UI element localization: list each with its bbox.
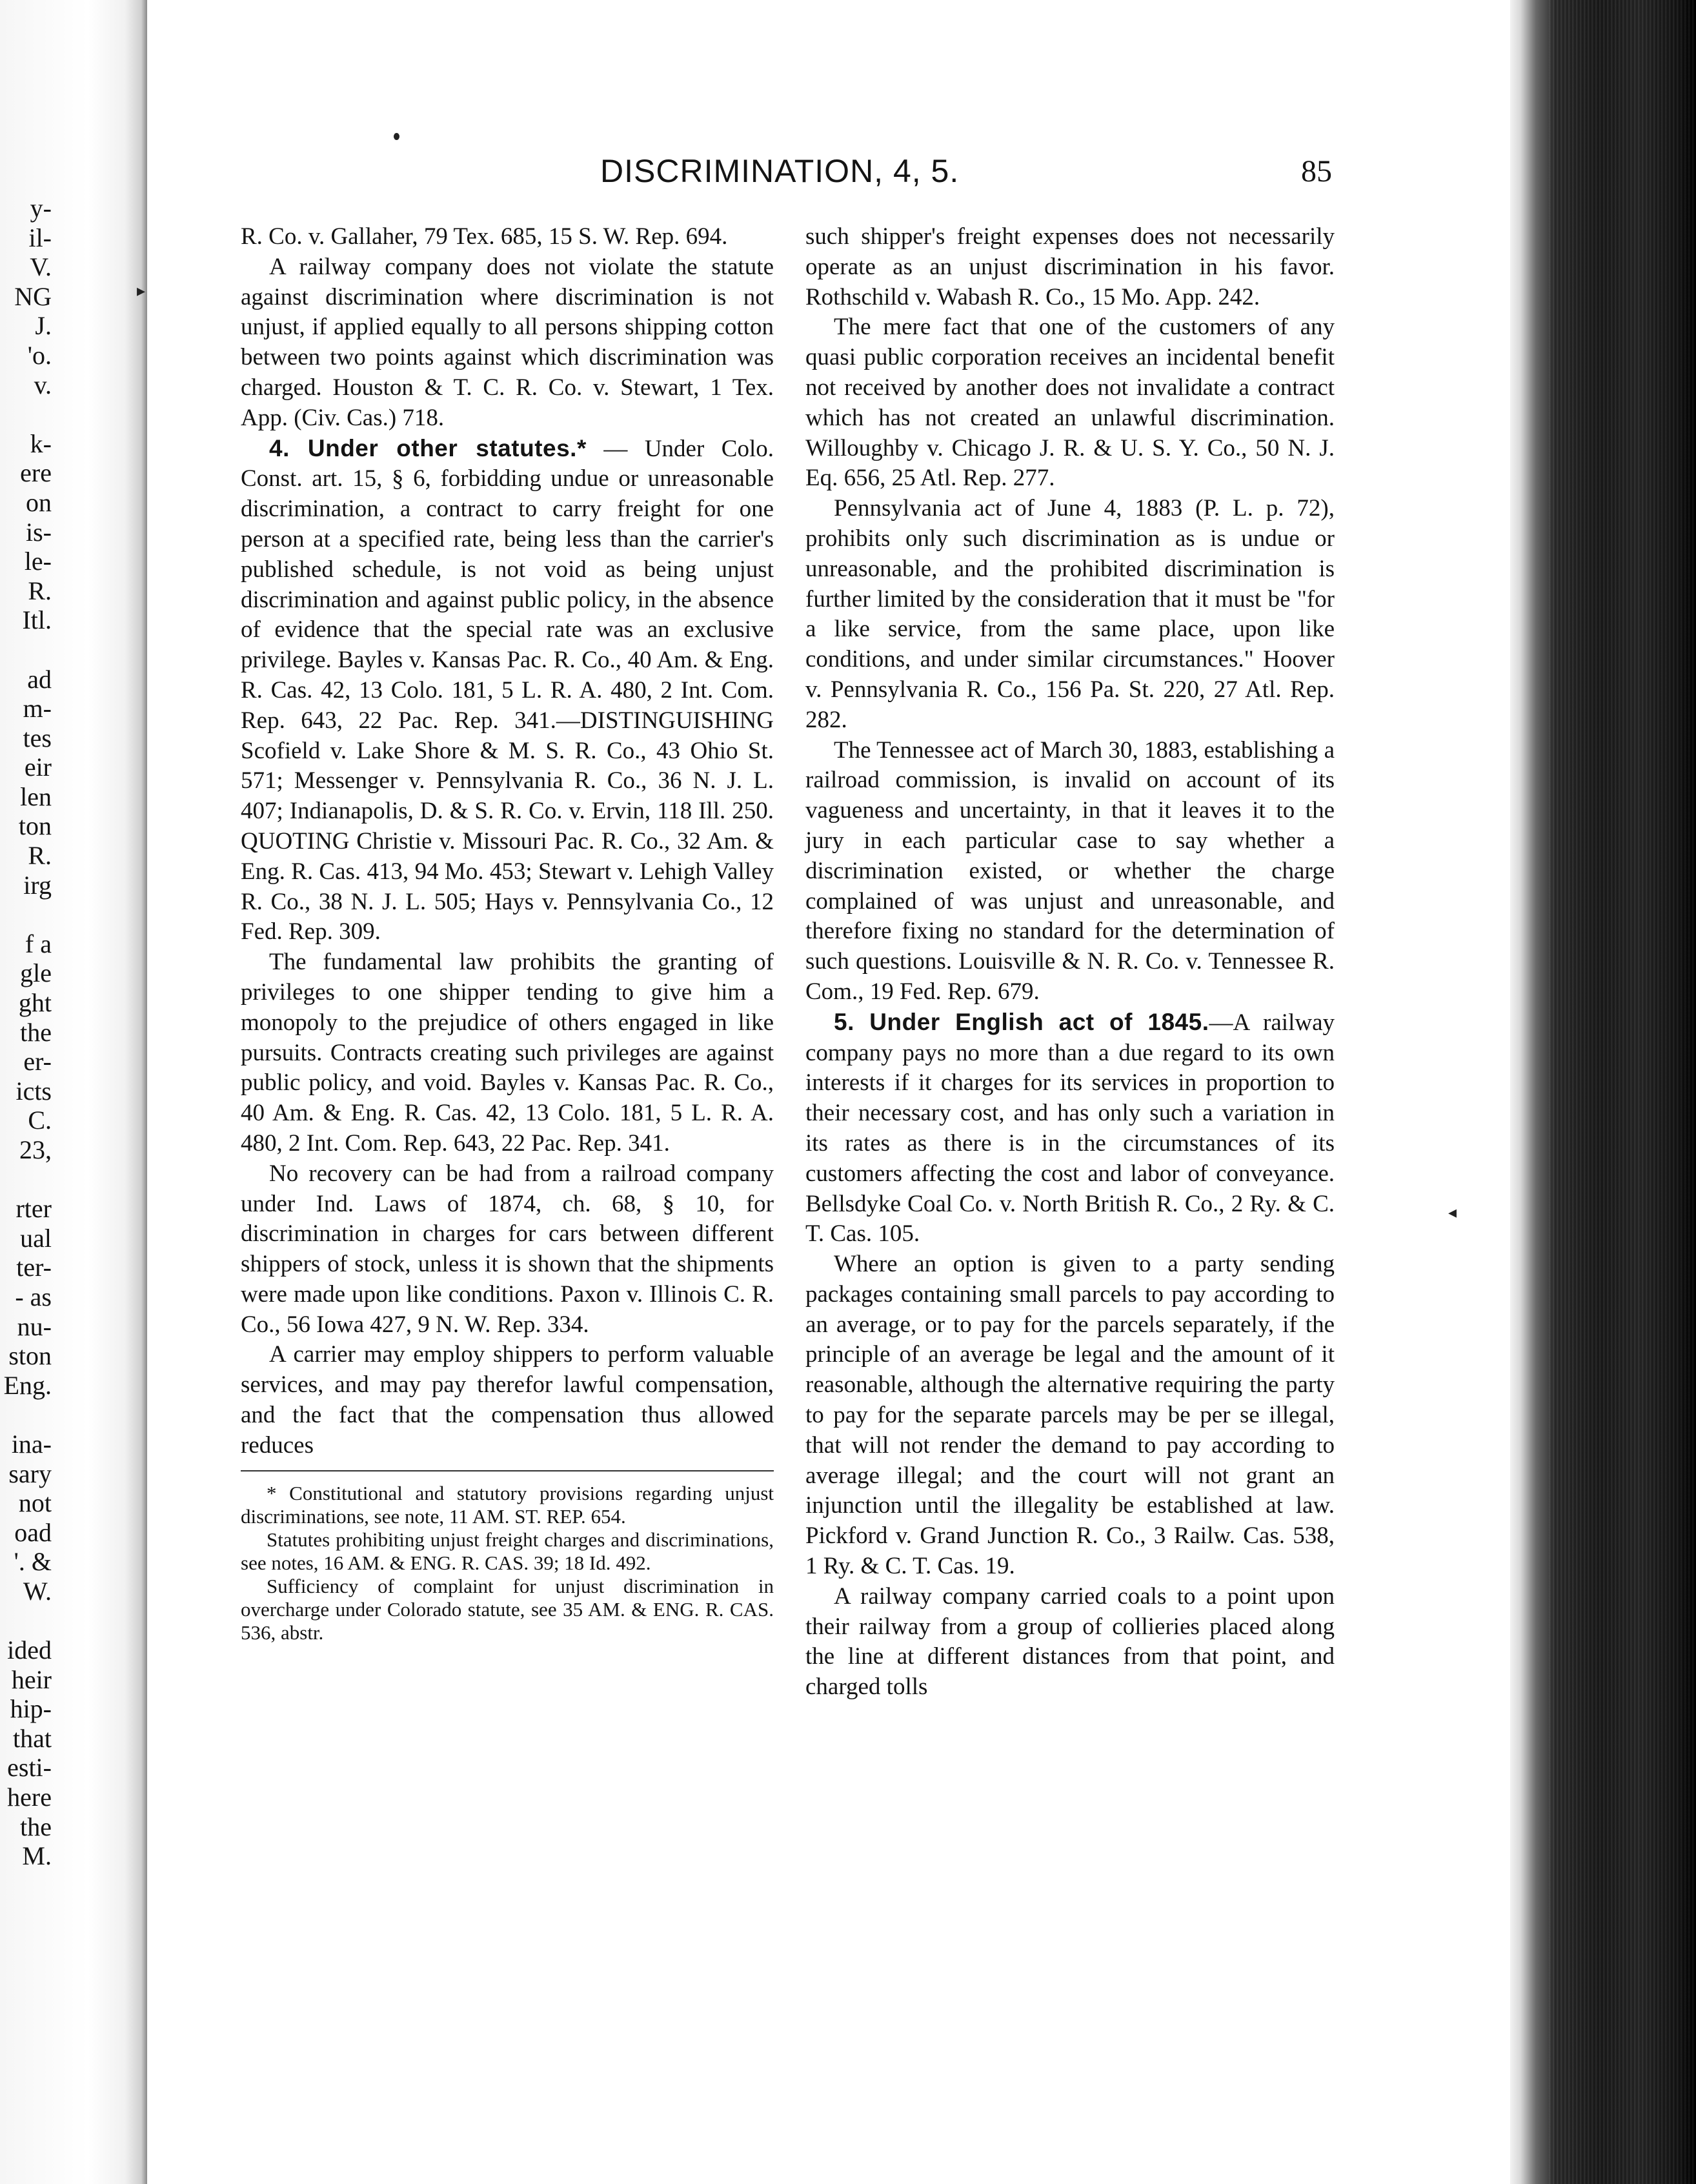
fragment-line: J. — [35, 311, 52, 341]
fragment-line: le- — [24, 547, 52, 576]
fragment-line: il- — [28, 223, 52, 252]
section-paragraph — [241, 434, 774, 948]
section-text: — Under Colo. Const. art. 15, § 6, forbidding undue or unreasonable discrimination, a contract to carry freight for one person at a specified rate, being less than the carrier's published schedule, is not void as being unjust discrimination and against public policy, in the absence of evidence that the special rate was an exclusive privilege. Bayles v. Kansas Pac. R. Co., 40 Am. & Eng. R. Cas. 42, 13 Colo. 181, 5 L. R. A. 480, 2 Int. Com. Rep. 643, 22 Pac. Rep. 341.—DISTINGUISHING Scofield v. Lake Shore & M. S. R. Co., 43 Ohio St. 571; Messenger v. Pennsylvania R. Co., 36 N. J. L. 407; Indianapolis, D. & S. R. Co. v. Ervin, 118 Ill. 250. QUOTING Christie v. Missouri Pac. R. Co., 32 Am. & Eng. R. Cas. 413, 94 Mo. 453; Stewart v. Lehigh Valley R. Co., 38 N. J. L. 505; Hays v. Pennsylvania Co., 12 Fed. Rep. 309. — [241, 435, 774, 945]
fragment-line: irg — [23, 870, 52, 900]
fragment-line: ere — [20, 458, 52, 488]
running-head: DISCRIMINATION, 4, 5. — [600, 153, 960, 189]
paragraph: A railway company does not violate the statute against discrimination where discrimination is not unjust, if applied equally to all persons shipping cotton between two points against which discrimination was charged. Houston & T. C. R. Co. v. Stewart, 1 Tex. App. (Civ. Cas.) 718. — [241, 253, 774, 431]
fragment-line: tes — [23, 723, 52, 753]
fragment-line: R. — [28, 576, 52, 605]
fragment-line: heir — [11, 1664, 52, 1694]
fragment-line: icts — [15, 1076, 52, 1106]
right-column — [805, 222, 1335, 1703]
fragment-line: f a — [25, 929, 52, 958]
left-column — [241, 222, 774, 1644]
fragment-line: ght — [18, 988, 52, 1018]
paragraph: Pennsylvania act of June 4, 1883 (P. L. p. 72), prohibits only such discrimination as is undue or unreasonable, and the prohibited discrimination is further limited by the consideration that it must be "for a like service, from the same place, upon like conditions, and under similar circumstances." Hoover v. Pennsylvania R. Co., 156 Pa. St. 220, 27 Atl. Rep. 282. — [805, 495, 1335, 733]
fragment-line: hip- — [10, 1694, 52, 1724]
margin-mark: ◂ — [1448, 1203, 1457, 1222]
fragment-line: ual — [20, 1223, 52, 1253]
gutter-mark: ▸ — [137, 281, 146, 300]
fragment-line: ad — [27, 664, 52, 694]
footnote: * Constitutional and statutory provisions regarding unjust discriminations, see note, 11 AM. ST. REP. 654. — [241, 1481, 774, 1528]
section-text: —A railway company pays no more than a due regard to its own interests if it charges for its services in proportion to their necessary cost, and has only such a variation in its rates as there is in the circumstances of its customers affecting the cost and labor of conveyance. Bellsdyke Coal Co. v. North British R. Co., 2 Ry. & C. T. Cas. 105. — [805, 1009, 1335, 1248]
fragment-line: sary — [8, 1459, 52, 1488]
fragment-line: the — [20, 1812, 52, 1841]
right-column-body — [805, 222, 1335, 1703]
ink-dot — [394, 133, 399, 140]
fragment-line: ston — [8, 1341, 52, 1371]
fragment-line: eir — [24, 753, 52, 782]
fragment-line: on — [26, 487, 52, 517]
facing-page-fragments — [0, 194, 52, 1871]
fragment-line — [0, 399, 52, 429]
footnotes — [241, 1482, 774, 1644]
fragment-line: ton — [18, 811, 52, 841]
fragment-line: nu- — [17, 1311, 52, 1341]
fragment-line: M. — [22, 1841, 52, 1871]
fragment-line: er- — [23, 1047, 52, 1077]
fragment-line: esti- — [7, 1753, 52, 1783]
paragraph: The Tennessee act of March 30, 1883, establishing a railroad commission, is invalid on account of its vagueness and uncertainty, in that it leaves it to the jury in each particular case to say whether a discrimination existed, or whether the charge complained of was unjust and unreasonable, and therefore fixing no standard for the determination of such questions. Louisville & N. R. Co. v. Tennessee R. Com., 19 Fed. Rep. 679. — [805, 736, 1335, 1005]
fragment-line: oad — [14, 1517, 52, 1547]
footnote: Sufficiency of complaint for unjust discrimination in overcharge under Colorado statute, see 35 AM. & ENG. R. CAS. 536, abstr. — [241, 1574, 774, 1644]
fragment-line — [0, 1165, 52, 1195]
paragraph: A railway company carried coals to a point upon their railway from a group of collieries placed along the line at different distances from that point, and charged tolls — [805, 1582, 1335, 1701]
fragment-line: len — [20, 782, 52, 811]
paragraph: Where an option is given to a party sending packages containing small parcels to pay according to an average, or to pay for the parcels separately, if the principle of an average be legal and the amount of it reasonable, although the alternative requiring the party to pay for the separate parcels may be per se illegal, that will not render the demand to pay according to average illegal; and the court will not grant an injunction until the illegality be established at law. Pickford v. Grand Junction R. Co., 3 Railw. Cas. 538, 1 Ry. & C. T. Cas. 19. — [805, 1251, 1335, 1580]
fragment-line: m- — [23, 694, 52, 723]
fragment-line: here — [7, 1783, 52, 1812]
fragment-line: ter- — [16, 1253, 52, 1282]
fragment-line: rter — [15, 1194, 52, 1224]
fragment-line: - as — [15, 1282, 52, 1311]
fragment-line: k- — [30, 429, 52, 458]
fragment-line: R. — [28, 841, 52, 871]
fragment-line: v. — [34, 370, 52, 399]
fragment-line: C. — [28, 1106, 52, 1135]
section-paragraph — [805, 1007, 1335, 1249]
facing-page-edge — [0, 0, 147, 2184]
paragraph: The fundamental law prohibits the granting of privileges to one shipper tending to give him a monopoly to the prejudice of others engaged in like pursuits. Contracts creating such privileges are against public policy, and void. Bayles v. Kansas Pac. R. Co., 40 Am. & Eng. R. Cas. 42, 13 Colo. 181, 5 L. R. A. 480, 2 Int. Com. Rep. 643, 22 Pac. Rep. 341. — [241, 949, 774, 1157]
fragment-line: is- — [26, 517, 52, 547]
paragraph: A carrier may employ shippers to perform valuable services, and may pay therefor lawful compensation, and the fact that the compensation thus allowed reduces — [241, 1341, 774, 1459]
fragment-line — [0, 635, 52, 665]
footnote-rule — [241, 1470, 774, 1471]
fragment-line: y- — [30, 194, 52, 223]
left-column-body — [241, 222, 774, 1461]
fragment-line: 23, — [19, 1135, 52, 1164]
section-heading: 5. Under English act of 1845. — [834, 1008, 1209, 1035]
fragment-line: Itl. — [22, 605, 52, 635]
footnote: Statutes prohibiting unjust freight charges and discriminations, see notes, 16 AM. & ENG. R. CAS. 39; 18 Id. 492. — [241, 1528, 774, 1574]
fragment-line: not — [18, 1488, 52, 1518]
fragment-line — [0, 1606, 52, 1636]
fragment-line — [0, 900, 52, 929]
fragment-line: W. — [23, 1576, 52, 1606]
fragment-line: gle — [20, 958, 52, 988]
section-heading: 4. Under other statutes.* — [269, 434, 587, 461]
fragment-line: ided — [7, 1635, 52, 1665]
book-edge — [1510, 0, 1696, 2184]
fragment-line: the — [20, 1017, 52, 1047]
paragraph: R. Co. v. Gallaher, 79 Tex. 685, 15 S. W. Rep. 694. — [241, 223, 728, 250]
fragment-line: Eng. — [3, 1370, 52, 1400]
page-number: 85 — [1301, 154, 1332, 188]
paragraph: The mere fact that one of the customers of any quasi public corporation receives an incidental benefit not received by another does not invalidate a contract which has not created an unlawful discrimination. Willoughby v. Chicago J. R. & U. S. Y. Co., 50 N. J. Eq. 656, 25 Atl. Rep. 277. — [805, 314, 1335, 492]
paragraph: No recovery can be had from a railroad company under Ind. Laws of 1874, ch. 68, § 10, for discrimination in charges for cars between different shippers of stock, unless it is shown that the shipments were made upon like conditions. Paxon v. Illinois C. R. Co., 56 Iowa 427, 9 N. W. Rep. 334. — [241, 1160, 774, 1338]
fragment-line: NG — [14, 281, 52, 311]
fragment-line: 'o. — [27, 340, 52, 370]
paragraph: such shipper's freight expenses does not necessarily operate as an unjust discrimination in his favor. Rothschild v. Wabash R. Co., 15 Mo. App. 242. — [805, 223, 1335, 310]
fragment-line: ina- — [11, 1429, 52, 1459]
fragment-line: '. & — [14, 1547, 52, 1577]
fragment-line — [0, 1400, 52, 1430]
fragment-line: that — [13, 1723, 52, 1753]
fragment-line: V. — [30, 252, 52, 282]
